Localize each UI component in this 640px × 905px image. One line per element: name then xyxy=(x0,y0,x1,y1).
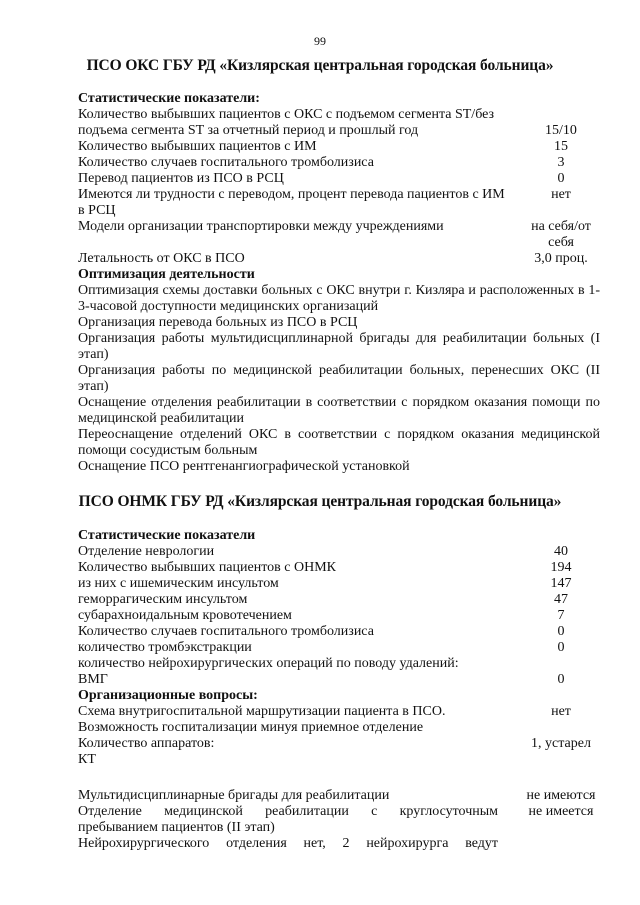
rehab-row xyxy=(0,804,640,836)
opt-item: Переоснащение отделений ОКС в соответствии с порядком оказания медицинской помощи сосудистым больным xyxy=(78,427,600,458)
stat-label: Перевод пациентов из ПСО в РСЦ xyxy=(78,171,284,186)
rehab-label: Отделение медицинской реабилитации с круглосуточным пребыванием пациентов (II этап) xyxy=(78,804,502,835)
opt-item: Организация работы мультидисциплинарной бригады для реабилитации больных (I этап) xyxy=(78,331,600,362)
rehab-value: не имеются xyxy=(526,788,596,803)
stat-row xyxy=(0,107,640,139)
org-row xyxy=(0,704,640,720)
stat-label: субарахноидальным кровотечением xyxy=(78,608,292,623)
section1-opt-heading: Оптимизация деятельности xyxy=(78,267,255,282)
opt-item: Оснащение ПСО рентгенангиографической установкой xyxy=(78,459,410,474)
stat-label: Отделение неврологии xyxy=(78,544,215,559)
stat-label: геморрагическим инсультом xyxy=(78,592,248,607)
stat-label: Количество выбывших пациентов с ИМ xyxy=(78,139,317,154)
rehab-value: не имеется xyxy=(528,804,594,819)
stat-label: Имеются ли трудности с переводом, процент перевода пациентов с ИМ в РСЦ xyxy=(78,187,505,218)
rehab-label: Мультидисциплинарные бригады для реабилитации xyxy=(78,788,390,803)
org-value: 1, устарел xyxy=(531,736,591,751)
stat-row xyxy=(0,544,640,560)
stat-value: 0 xyxy=(557,672,565,687)
stat-label: количество тромбэкстракции xyxy=(78,640,252,655)
stat-label: Количество выбывших пациентов с ОНМК xyxy=(78,560,336,575)
stat-label: Модели организации транспортировки между учреждениями xyxy=(78,219,444,234)
opt-item: Оптимизация схемы доставки больных с ОКС внутри г. Кизляра и расположенных в 1-3-часовой доступности медицинских организаций xyxy=(78,283,600,314)
stat-row xyxy=(0,219,640,251)
stat-label: Количество случаев госпитального тромболизиса xyxy=(78,624,374,639)
stat-row xyxy=(0,576,640,592)
stat-value: 0 xyxy=(557,624,565,639)
spacer xyxy=(0,768,640,788)
stat-row xyxy=(0,592,640,608)
stat-row xyxy=(0,608,640,624)
section2-stats-heading: Статистические показатели xyxy=(78,528,256,543)
stat-value: 3 xyxy=(557,155,565,170)
rehab-row xyxy=(0,788,640,804)
stat-label: Количество случаев госпитального тромболизиса xyxy=(78,155,374,170)
stat-value: 15 xyxy=(554,139,568,154)
stat-row xyxy=(0,640,640,656)
rehab-row xyxy=(0,836,640,852)
opt-item: Организация перевода больных из ПСО в РСЦ xyxy=(78,315,358,330)
page-number: 99 xyxy=(314,34,326,48)
org-row xyxy=(0,720,640,736)
stat-value: 147 xyxy=(550,576,572,591)
stat-label: из них с ишемическим инсультом xyxy=(78,576,279,591)
section1-stats-heading: Статистические показатели: xyxy=(78,91,260,106)
stat-label: Летальность от ОКС в ПСО xyxy=(78,251,245,266)
stat-value: 0 xyxy=(557,171,565,186)
stat-value: 7 xyxy=(557,608,565,623)
section1-body xyxy=(0,91,640,475)
org-label: Количество аппаратов: КТ xyxy=(78,736,215,767)
stat-row xyxy=(0,624,640,640)
section2-title: ПСО ОНМК ГБУ РД «Кизлярская центральная городская больница» xyxy=(78,493,562,510)
stat-row xyxy=(0,656,640,688)
stat-value: 47 xyxy=(554,592,568,607)
org-label: Возможность госпитализации минуя приемное отделение xyxy=(78,720,424,735)
org-label: Схема внутригоспитальной маршрутизации пациента в ПСО. xyxy=(78,704,446,719)
opt-item: Оснащение отделения реабилитации в соответствии с порядком оказания помощи по медицинской реабилитации xyxy=(78,395,600,426)
stat-row xyxy=(0,139,640,155)
stat-row xyxy=(0,560,640,576)
stat-value: на себя/от себя xyxy=(531,219,591,250)
org-value: нет xyxy=(551,704,571,719)
opt-item: Организация работы по медицинской реабилитации больных, перенесших ОКС (II этап) xyxy=(78,363,600,394)
stat-value: нет xyxy=(551,187,571,202)
section2-org-heading: Организационные вопросы: xyxy=(78,688,258,703)
section2-body xyxy=(0,528,640,852)
stat-label: Количество выбывших пациентов с ОКС с подъемом сегмента ST/без подъема сегмента ST за отчетный период и прошлый год xyxy=(78,107,495,138)
stat-row xyxy=(0,155,640,171)
org-row xyxy=(0,736,640,768)
stat-value: 15/10 xyxy=(545,123,577,138)
last-line: Нейрохирургического отделения нет, 2 нейрохирурга ведут xyxy=(78,836,498,851)
stat-value: 194 xyxy=(550,560,572,575)
stat-row xyxy=(0,251,640,267)
stat-value: 0 xyxy=(557,640,565,655)
section1-title: ПСО ОКС ГБУ РД «Кизлярская центральная городская больница» xyxy=(86,57,554,74)
stat-value: 3,0 проц. xyxy=(534,251,588,266)
stat-value: 40 xyxy=(554,544,568,559)
stat-label: количество нейрохирургических операций по поводу удалений: ВМГ xyxy=(78,656,459,687)
stat-row xyxy=(0,187,640,219)
stat-row xyxy=(0,171,640,187)
